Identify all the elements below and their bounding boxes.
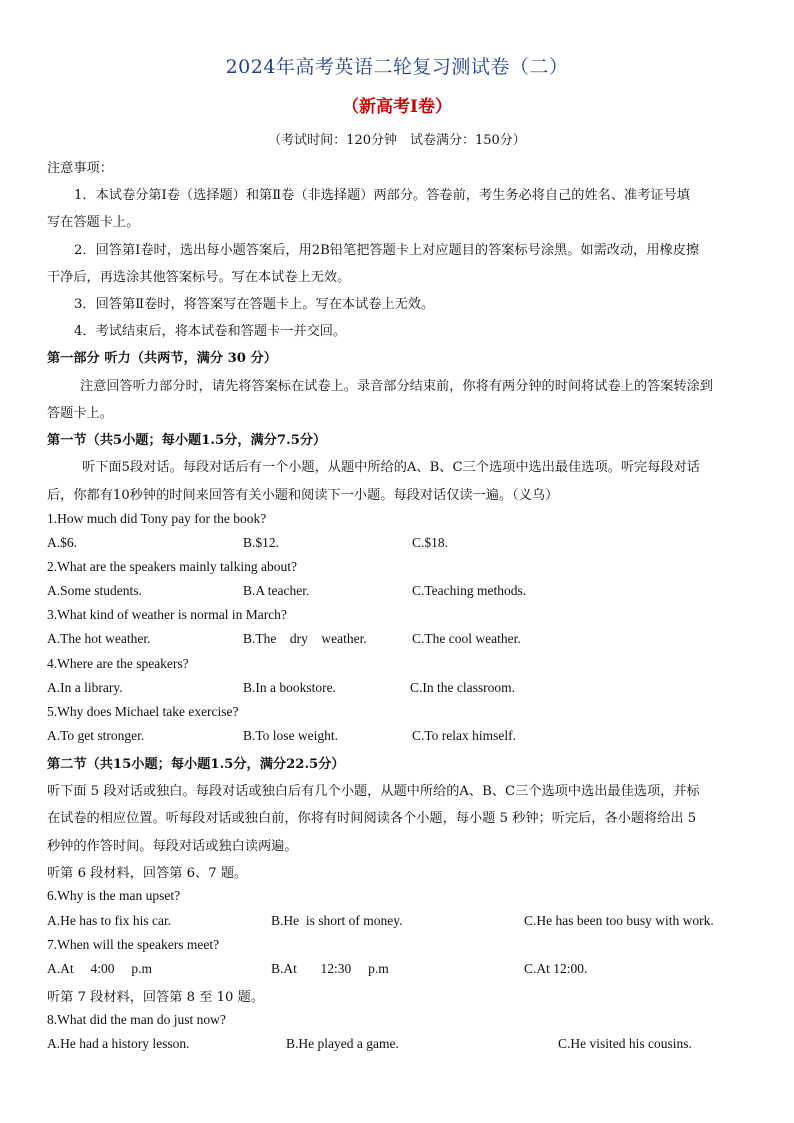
part1-intro-line-2: 答题卡上。 — [47, 406, 113, 421]
page-title: 2024年高考英语二轮复习测试卷（二） — [225, 56, 569, 78]
question-8-option-c: C.He visited his cousins. — [558, 1036, 692, 1051]
question-4-option-b: B.In a bookstore. — [243, 680, 336, 695]
question-4-option-c: C.In the classroom. — [410, 680, 515, 695]
question-3: 3.What kind of weather is normal in March? — [47, 607, 287, 622]
question-4-option-a: A.In a library. — [47, 680, 123, 695]
question-5-option-a: A.To get stronger. — [47, 728, 145, 743]
question-8-option-b: B.He played a game. — [286, 1036, 399, 1051]
note-2-line-1: 2．回答第Ⅰ卷时，选出每小题答案后，用2B铅笔把答题卡上对应题目的答案标号涂黑。如需改动，用橡皮擦 — [74, 243, 700, 258]
section1-intro-line-1: 听下面5段对话。每段对话后有一个小题，从题中所给的A、B、C三个选项中选出最佳选项。听完每段对话 — [82, 460, 700, 475]
question-2-option-c: C.Teaching methods. — [412, 583, 527, 598]
question-3-option-a: A.The hot weather. — [47, 631, 151, 646]
page-subtitle: （新高考Ⅰ卷） — [342, 97, 452, 117]
section1-intro-line-2: 后，你都有10秒钟的时间来回答有关小题和阅读下一小题。每段对话仅读一遍。（义乌） — [47, 488, 559, 503]
section2-heading: 第二节（共15小题；每小题1.5分，满分22.5分） — [47, 757, 345, 772]
question-6-option-c: C.He has been too busy with work. — [524, 913, 714, 928]
note-4: 4．考试结束后，将本试卷和答题卡一并交回。 — [74, 324, 347, 339]
notes-heading: 注意事项： — [47, 161, 113, 176]
question-6-option-a: A.He has to fix his car. — [47, 913, 172, 928]
question-2-option-a: A.Some students. — [47, 583, 142, 598]
question-2: 2.What are the speakers mainly talking about? — [47, 559, 298, 574]
question-3-option-c: C.The cool weather. — [412, 631, 521, 646]
question-3-option-b: B.The dry weather. — [243, 631, 367, 646]
section1-heading: 第一节（共5小题；每小题1.5分，满分7.5分） — [47, 433, 327, 448]
question-7-option-a: A.At 4:00 p.m — [47, 961, 153, 976]
section2-intro-line-2: 在试卷的相应位置。听每段对话或独白前，你将有时间阅读各个小题，每小题 5 秒钟；听完后，各小题将给出 5 — [47, 811, 697, 826]
question-1-option-b: B.$12. — [243, 535, 280, 550]
question-8-option-a: A.He had a history lesson. — [47, 1036, 190, 1051]
question-4: 4.Where are the speakers? — [47, 656, 189, 671]
question-1-option-a: A.$6. — [47, 535, 77, 550]
part1-intro-line-1: 注意回答听力部分时，请先将答案标在试卷上。录音部分结束前，你将有两分钟的时间将试卷上的答案转涂到 — [80, 379, 713, 394]
question-5-option-c: C.To relax himself. — [412, 728, 517, 743]
question-6-option-b: B.He is short of money. — [271, 913, 403, 928]
note-3: 3．回答第Ⅱ卷时，将答案写在答题卡上。写在本试卷上无效。 — [74, 297, 435, 312]
question-5-option-b: B.To lose weight. — [243, 728, 339, 743]
question-6: 6.Why is the man upset? — [47, 888, 181, 903]
material-7-instruction: 听第 7 段材料，回答第 8 至 10 题。 — [47, 990, 264, 1005]
question-5: 5.Why does Michael take exercise? — [47, 704, 239, 719]
question-8: 8.What did the man do just now? — [47, 1012, 226, 1027]
question-1-option-c: C.$18. — [412, 535, 449, 550]
note-1-line-1: 1．本试卷分第Ⅰ卷（选择题）和第Ⅱ卷（非选择题）两部分。答卷前，考生务必将自己的姓名、准考证号填 — [74, 188, 690, 203]
section2-intro-line-1: 听下面 5 段对话或独白。每段对话或独白后有几个小题，从题中所给的A、B、C三个选项中选出最佳选项，并标 — [47, 784, 700, 799]
exam-info: （考试时间：120分钟 试卷满分：150分） — [268, 133, 526, 148]
question-1: 1.How much did Tony pay for the book? — [47, 511, 267, 526]
question-7: 7.When will the speakers meet? — [47, 937, 220, 952]
part1-heading: 第一部分 听力（共两节，满分 30 分） — [47, 351, 277, 366]
section2-intro-line-3: 秒钟的作答时间。每段对话或独白读两遍。 — [47, 839, 298, 854]
note-2-line-2: 干净后，再选涂其他答案标号。写在本试卷上无效。 — [47, 270, 351, 285]
question-7-option-c: C.At 12:00. — [524, 961, 588, 976]
question-7-option-b: B.At 12:30 p.m — [271, 961, 389, 976]
note-1-line-2: 写在答题卡上。 — [47, 215, 140, 230]
material-6-instruction: 听第 6 段材料，回答第 6、7 题。 — [47, 866, 248, 881]
question-2-option-b: B.A teacher. — [243, 583, 310, 598]
